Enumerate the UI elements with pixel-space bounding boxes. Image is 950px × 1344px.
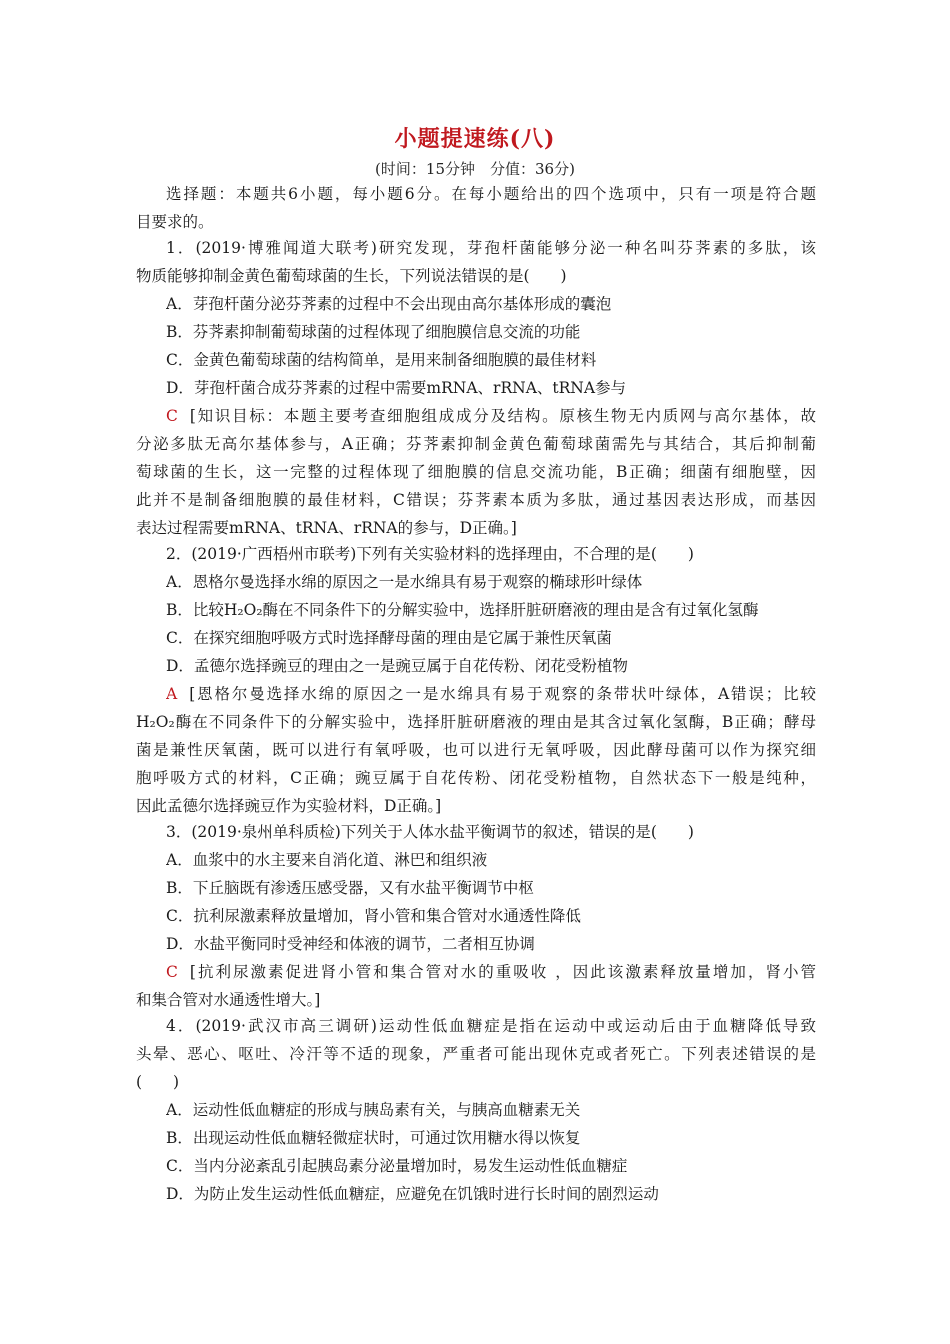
question-3-option-a: A．血浆中的水主要来自消化道、淋巴和组织液: [166, 851, 488, 869]
question-3-option-c: C．抗利尿激素释放量增加，肾小管和集合管对水通透性降低: [166, 907, 581, 925]
question-4-option-d: D．为防止发生运动性低血糖症，应避免在饥饿时进行长时间的剧烈运动: [166, 1185, 659, 1203]
question-2-answer-letter: A: [166, 685, 178, 703]
question-4-option-b: B．出现运动性低血糖轻微症状时，可通过饮用糖水得以恢复: [166, 1129, 581, 1147]
question-4-stem: 4．(2019·武汉市高三调研)运动性低血糖症是指在运动中或运动后由于血糖降低导致: [166, 1017, 816, 1035]
page-title: 小题提速练(八): [394, 126, 556, 152]
question-1-option-c: C．金黄色葡萄球菌的结构简单，是用来制备细胞膜的最佳材料: [166, 351, 597, 369]
question-2-option-c: C．在探究细胞呼吸方式时选择酵母菌的理由是它属于兼性厌氧菌: [166, 629, 612, 647]
question-3-option-d: D．水盐平衡同时受神经和体液的调节，二者相互协调: [166, 935, 535, 953]
question-2-explanation: H₂O₂酶在不同条件下的分解实验中，选择肝脏研磨液的理由是其含过氧化氢酶，B正确；酵母: [136, 713, 816, 731]
question-1-explanation: 萄球菌的生长，这一完整的过程体现了细胞膜的信息交流功能，B正确；细菌有细胞壁，因: [136, 463, 816, 481]
question-2-option-a: A．恩格尔曼选择水绵的原因之一是水绵具有易于观察的椭球形叶绿体: [166, 573, 643, 591]
question-2-explanation: 胞呼吸方式的材料，C正确；豌豆属于自花传粉、闭花受粉植物，自然状态下一般是纯种，: [136, 769, 816, 787]
question-2-answer-line: [166, 680, 816, 708]
question-3-answer-letter: C: [166, 963, 178, 981]
question-1-option-d: D．芽孢杆菌合成芬荠素的过程中需要mRNA、rRNA、tRNA参与: [166, 379, 627, 397]
question-2-explanation: [恩格尔曼选择水绵的原因之一是水绵具有易于观察的条带状叶绿体，A错误；比较: [189, 685, 816, 703]
question-1-stem: 物质能够抑制金黄色葡萄球菌的生长，下列说法错误的是( ): [136, 267, 567, 285]
question-2-explanation: 因此孟德尔选择豌豆作为实验材料，D正确。]: [136, 797, 442, 815]
question-3-answer-line: [166, 958, 816, 986]
question-3-explanation: 和集合管对水通透性增大。]: [136, 991, 321, 1009]
question-2-stem: 2．(2019·广西梧州市联考)下列有关实验材料的选择理由，不合理的是( ): [166, 545, 694, 563]
question-3-explanation: [抗利尿激素促进肾小管和集合管对水的重吸收 ，因此该激素释放量增加，肾小管: [189, 963, 816, 981]
question-2-option-b: B．比较H₂O₂酶在不同条件下的分解实验中，选择肝脏研磨液的理由是含有过氧化氢酶: [166, 601, 759, 619]
question-1-explanation: [知识目标：本题主要考查细胞组成成分及结构。原核生物无内质网与高尔基体，故: [189, 407, 816, 425]
question-3-stem: 3．(2019·泉州单科质检)下列关于人体水盐平衡调节的叙述，错误的是( ): [166, 823, 694, 841]
question-4-stem: 头晕、恶心、呕吐、冷汗等不适的现象，严重者可能出现休克或者死亡。下列表述错误的是: [136, 1045, 816, 1063]
question-1-option-b: B．芬荠素抑制葡萄球菌的过程体现了细胞膜信息交流的功能: [166, 323, 581, 341]
question-2-explanation: 菌是兼性厌氧菌，既可以进行有氧呼吸，也可以进行无氧呼吸，因此酵母菌可以作为探究细: [136, 741, 816, 759]
question-1-answer-letter: C: [166, 407, 178, 425]
question-1-option-a: A．芽孢杆菌分泌芬荠素的过程中不会出现由高尔基体形成的囊泡: [166, 295, 612, 313]
question-1-stem: 1．(2019·博雅闻道大联考)研究发现，芽孢杆菌能够分泌一种名叫芬荠素的多肽，该: [166, 239, 816, 257]
intro-line: 选择题：本题共6小题，每小题6分。在每小题给出的四个选项中，只有一项是符合题: [166, 185, 816, 203]
question-4-option-a: A．运动性低血糖症的形成与胰岛素有关，与胰高血糖素无关: [166, 1101, 581, 1119]
question-3-option-b: B．下丘脑既有渗透压感受器，又有水盐平衡调节中枢: [166, 879, 534, 897]
page-subtitle: (时间：15分钟 分值：36分): [375, 160, 575, 178]
question-1-explanation: 分泌多肽无高尔基体参与，A正确；芬荠素抑制金黄色葡萄球菌需先与其结合，其后抑制葡: [136, 435, 816, 453]
question-2-option-d: D．孟德尔选择豌豆的理由之一是豌豆属于自花传粉、闭花受粉植物: [166, 657, 628, 675]
question-4-option-c: C．当内分泌紊乱引起胰岛素分泌量增加时，易发生运动性低血糖症: [166, 1157, 628, 1175]
question-1-explanation: 此并不是制备细胞膜的最佳材料，C错误；芬荠素本质为多肽，通过基因表达形成，而基因: [136, 491, 816, 509]
intro-line: 目要求的。: [136, 213, 214, 231]
question-1-explanation: 表达过程需要mRNA、tRNA、rRNA的参与，D正确。]: [136, 519, 517, 537]
question-4-stem: ( ): [136, 1073, 180, 1091]
question-1-answer-line: [166, 402, 816, 430]
